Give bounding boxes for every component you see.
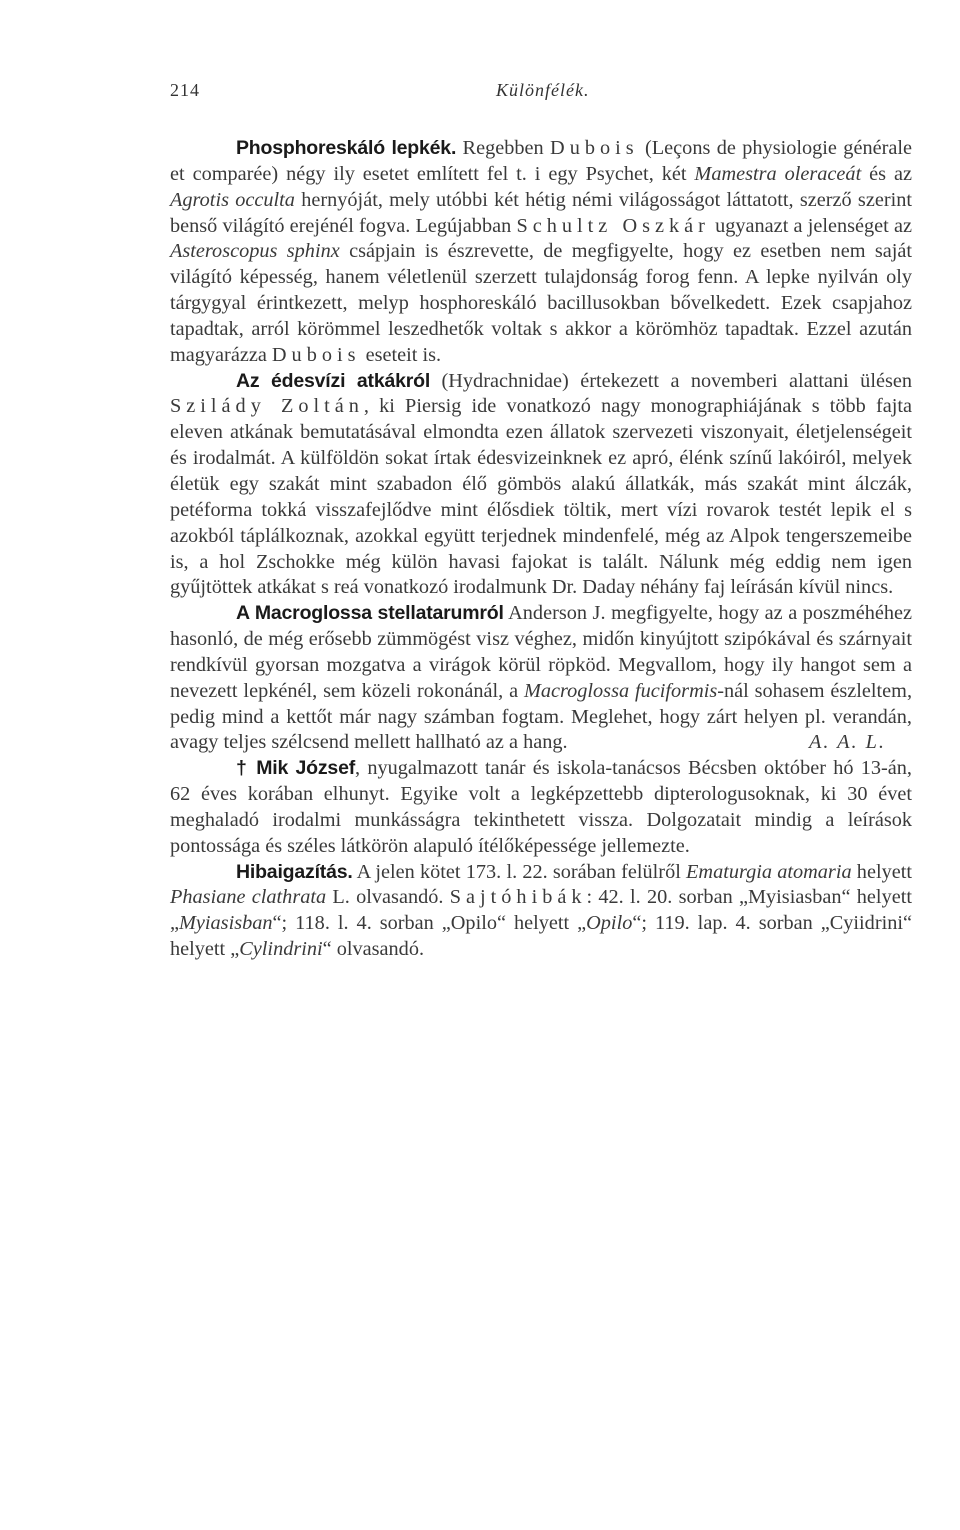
text-run: eseteit is.	[360, 343, 442, 366]
italic-term: Ematurgia atomaria	[686, 860, 852, 883]
italic-term: Cylindrini	[239, 938, 323, 961]
paragraph-heading: † Mik József	[236, 757, 356, 780]
text-run: (Leçons de physiologie générale et comparée) négy ily esetet említett fel t. i egy Psychet, két	[170, 137, 912, 185]
italic-term: Macroglossa fuciformis	[523, 679, 718, 702]
text-run: ugyanazt a jelenséget az	[709, 214, 913, 237]
text-run: , ki Piersig ide vonatkozó nagy monographiájának s több fajta eleven atkának bemutatásával elmondta ezen állatok szervezeti viszonyait, életjelenségeit és irodalmát. A külföldön sokat írtak édesvizeinknek ez apró, élénk színű lakóiról, melyek életük egy szakát mint szabadon élő gömbös alakú állatkák, más szakát mint álczák, petéforma tokká visszafejlődve mint élősdiek töltik, mert vízi rovarok testét lepik el s azokból táplálkoznak, azokkal együtt terjednek mindenfelé, még az Alpok tengerszemeibe is, a hol Zschokke még külön havasi fajokat is talált. Nálunk még eddig nem igen gyűjtöttek atkákat s reá vonatkozó irodalmunk Dr. Daday néhány faj leírásán kívül nincs.	[170, 395, 912, 599]
text-run: (Hydrachnidae) értekezett a novemberi alattani ülésen	[430, 369, 912, 392]
paragraph-water-mites	[170, 369, 912, 602]
text-run: A jelen kötet 173. l. 22. sorában felülről	[352, 860, 687, 883]
italic-term: Mamestra oleraceát	[694, 162, 862, 185]
italic-term: Opilo	[586, 912, 633, 935]
spaced-name: Szilády Zoltán	[170, 395, 364, 418]
article-body	[170, 136, 912, 963]
author-signature: A. A. L.	[808, 731, 886, 754]
text-run: helyett	[851, 860, 912, 883]
text-run: Regebben	[456, 137, 551, 159]
italic-term: Agrotis occulta	[170, 188, 295, 211]
spaced-name: Schultz Oszkár	[516, 214, 710, 237]
text-run: : 42. l. 20. sorban „Myisiasban“ helyett „	[170, 886, 912, 935]
spaced-name: Dubois	[271, 343, 361, 366]
paragraph-errata	[170, 860, 912, 963]
paragraph-heading: Hibaigazítás.	[236, 860, 353, 883]
paragraph-phosphorescent-moths	[170, 136, 912, 369]
section-title: Különfélék.	[496, 80, 590, 100]
page-number: 214	[170, 80, 200, 100]
text-run: “; 119. lap. 4. sorban „Cyiidrini“ helyett „	[170, 912, 912, 961]
paragraph-heading: Az édesvízi atkákról	[236, 369, 431, 392]
italic-term: Myiasisban	[179, 912, 273, 935]
paragraph-obituary-mik-jozsef	[170, 756, 912, 859]
spaced-name: Dubois	[550, 137, 639, 159]
paragraph-heading: Phosphoreskáló lepkék.	[236, 137, 457, 159]
book-page	[170, 80, 912, 963]
italic-term: Phasiane clathrata	[170, 886, 327, 909]
paragraph-heading: A Macroglossa stellatarumról	[236, 602, 504, 625]
text-run: hernyóját, mely utóbbi két hétig némi világosságot láttatott, szerző szerint benső világító erejénél fogva. Legújabban	[170, 188, 912, 237]
text-run: “ olvasandó.	[322, 938, 425, 961]
running-head	[170, 80, 912, 110]
text-run: csápjain is észrevette, de megfigyelte, hogy ez esetben nem saját világító képesség, hanem véletlenül szerzett tulajdonság forog fenn. A lepke nyilván oly tárgygyal érintkezett, melyp hosphoreskáló bacillusokban bővelkedett. Ezek csapjahoz tapadtak, arról körömmel leszedhetők voltak s akkor a körömhöz tapadtak. Ezzel azután magyarázza	[170, 240, 912, 366]
text-run: Anderson J. megfigyelte, hogy az a poszméhéhez hasonló, de még erősebb zümmögést visz véghez, midőn kinyújtott szipókával és szárnyait rendkívül gyorsan mozgatva a virágok körül röpköd. Megvallom, hogy ily hangot sem a nevezett lepkénél, sem közeli rokonánál, a	[170, 602, 912, 702]
spaced-name: Sajtóhibák	[449, 886, 587, 909]
italic-term: Asteroscopus sphinx	[170, 240, 340, 263]
text-run: és az	[861, 162, 912, 185]
text-run: L. olvasandó.	[326, 886, 450, 909]
text-run: -nál sohasem észleltem, pedig mind a kettőt már nagy számban fogtam. Meglehet, hogy zárt helyen pl. verandán, avagy teljes szélcsend mellett hallható az a hang.	[170, 679, 913, 754]
text-run: “; 118. l. 4. sorban „Opilo“ helyett „	[272, 912, 587, 935]
paragraph-macroglossa	[170, 601, 912, 756]
text-run: , nyugalmazott tanár és iskola-tanácsos Bécsben október hó 13-án, 62 éves korában elhunyt. Egyike volt a legképzettebb dipterologusoknak, ki 30 évet meghaladó irodalmi munkásságra tekinthetett vissza. Dolgozatait mindig a leírások pontossága és széles látkörön alapuló ítélőképessége jellemezte.	[170, 757, 912, 857]
